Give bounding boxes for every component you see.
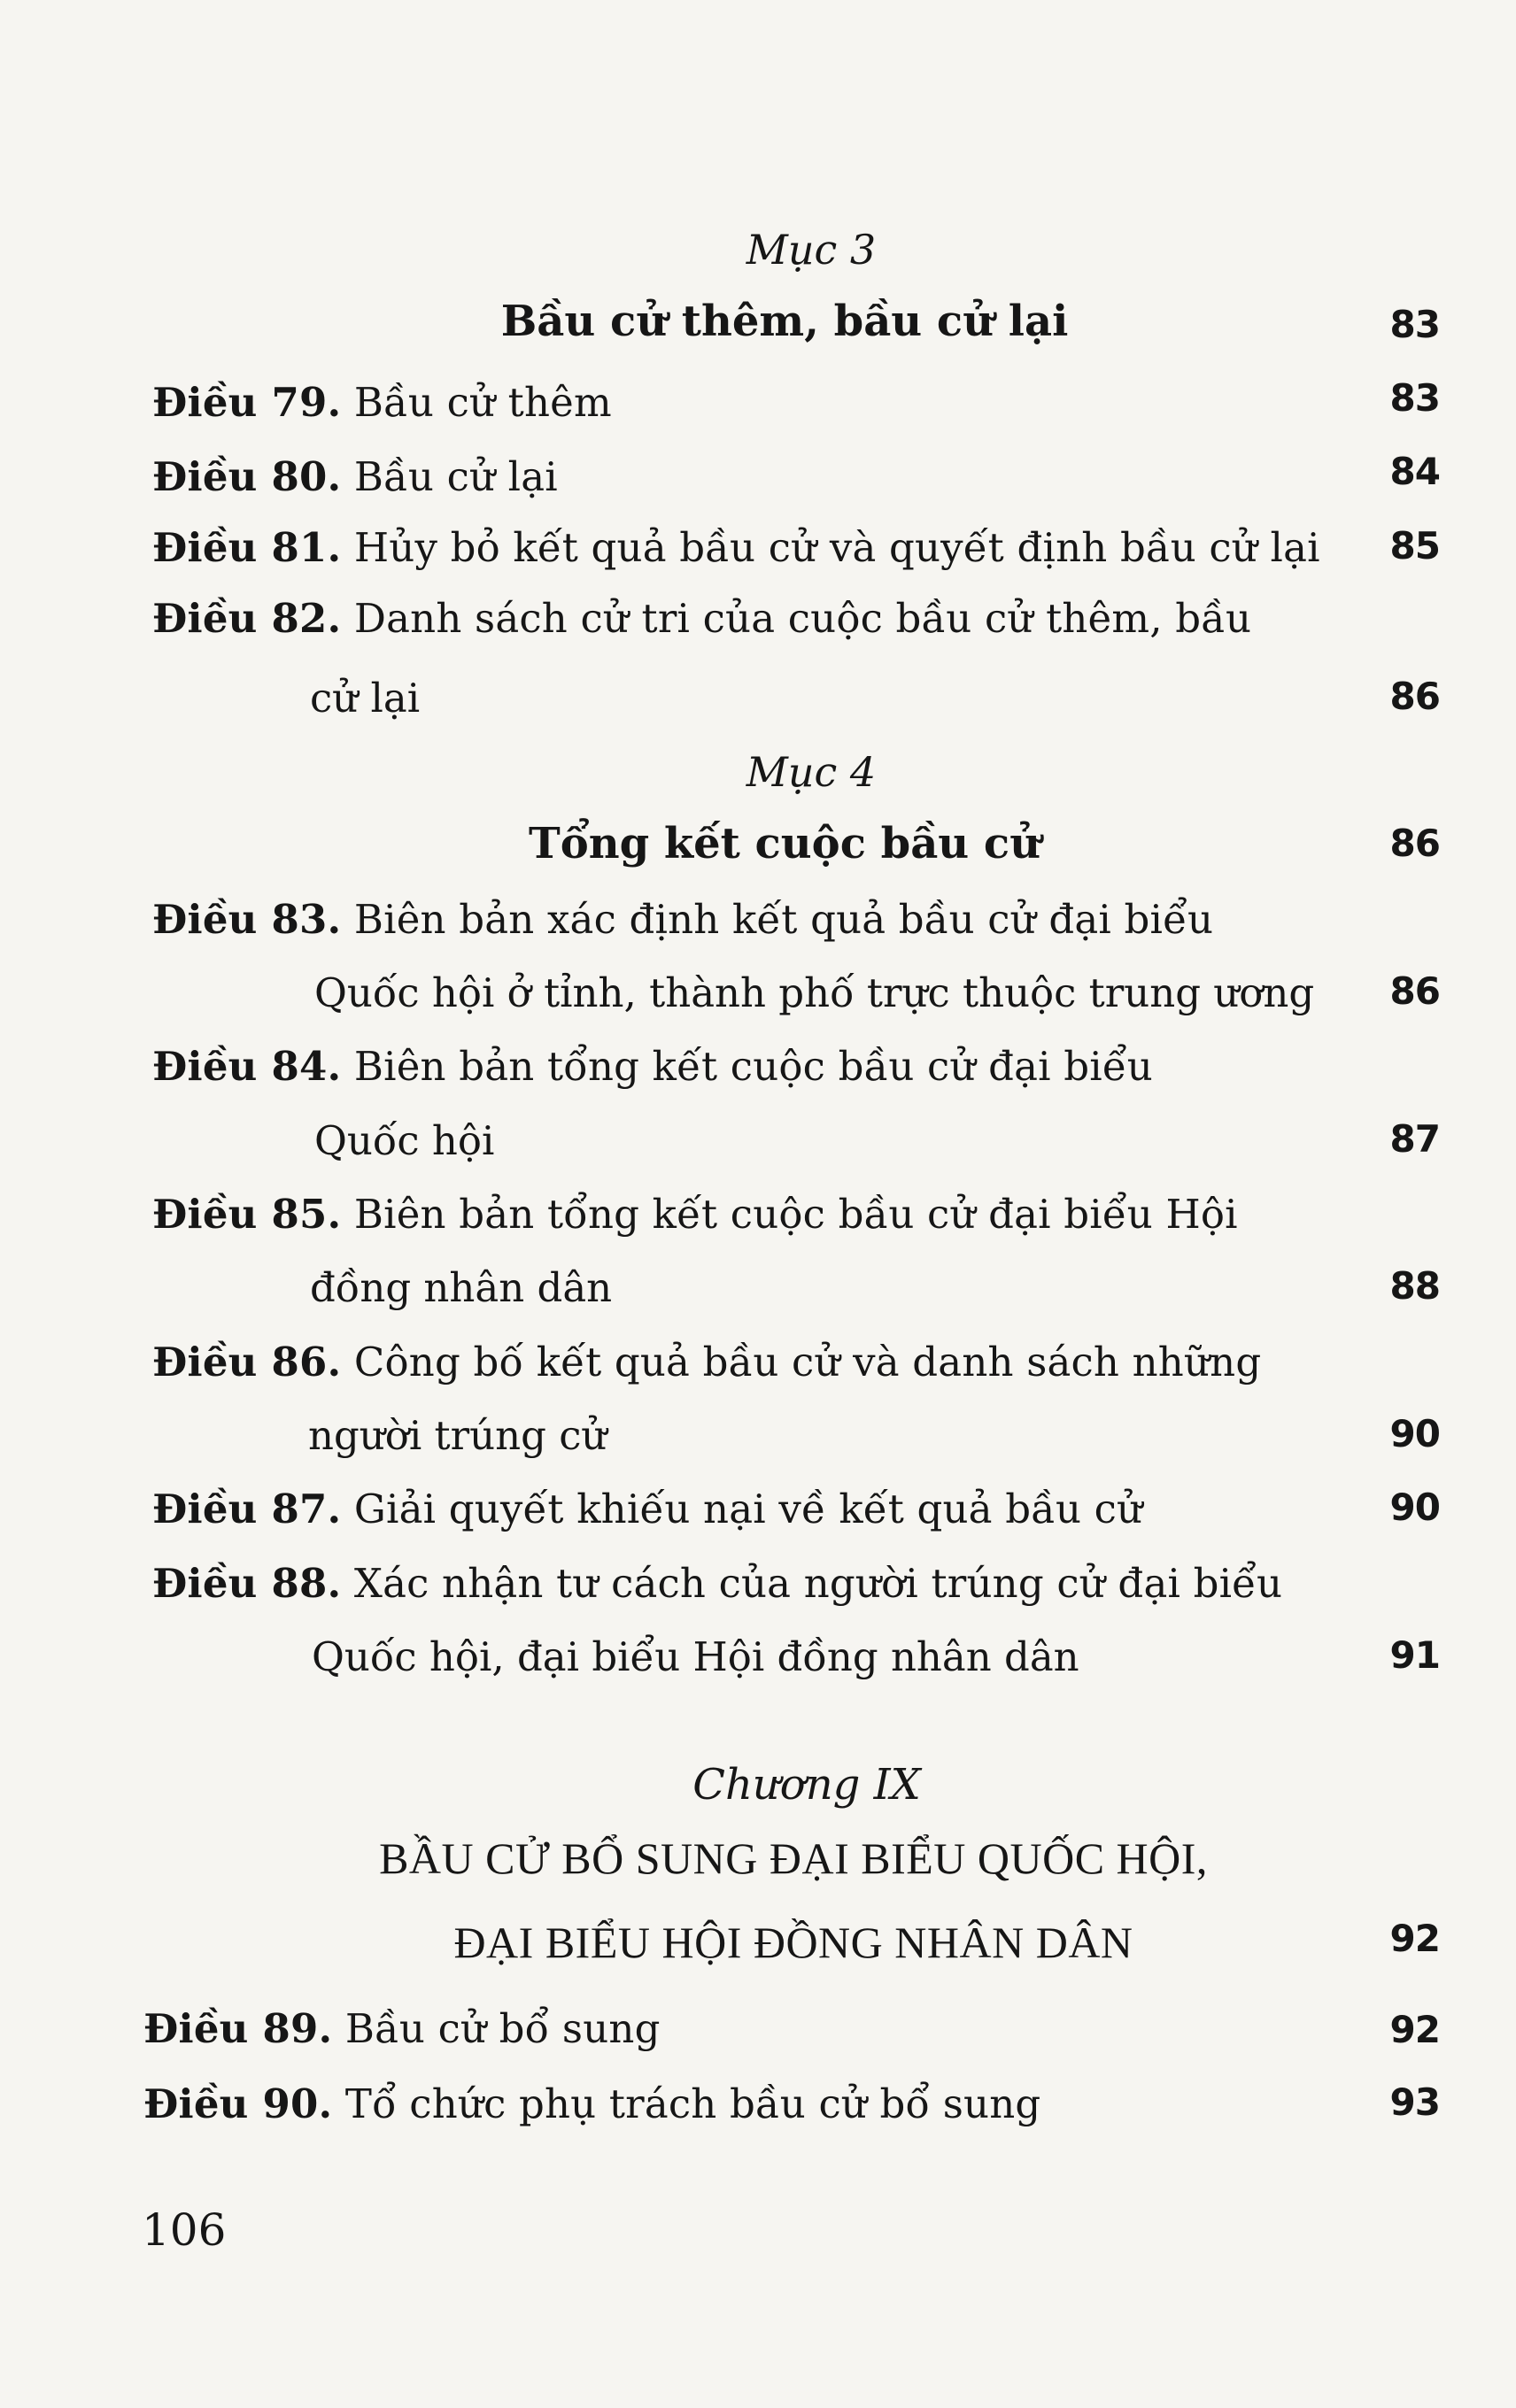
- toc-entry-dieu-82: [152, 595, 1251, 642]
- entry-label: Điều 86.: [152, 1339, 342, 1385]
- entry-continuation: cử lại: [310, 675, 421, 722]
- chapter-title-line-2: ĐẠI BIỂU HỘI ĐỒNG NHÂN DÂN: [453, 1918, 1133, 1967]
- section-title-bau-cu-them: Bầu cử thêm, bầu cử lại: [500, 297, 1069, 346]
- entry-page-number: 86: [1389, 675, 1440, 718]
- entry-label: Điều 79.: [152, 379, 342, 426]
- entry-page-number: 90: [1389, 1486, 1440, 1529]
- entry-page-number: 92: [1389, 2008, 1440, 2051]
- section-heading-muc-3: Mục 3: [746, 226, 877, 274]
- entry-label: Điều 80.: [152, 453, 342, 500]
- entry-page-number: 85: [1389, 524, 1440, 567]
- toc-entry-dieu-87: [152, 1486, 1142, 1532]
- entry-text: Biên bản tổng kết cuộc bầu cử đại biểu Hội: [353, 1191, 1238, 1238]
- toc-entry-dieu-90: [143, 2080, 1040, 2127]
- toc-entry-dieu-85: [152, 1191, 1238, 1238]
- entry-label: Điều 84.: [152, 1043, 342, 1090]
- entry-continuation: Quốc hội ở tỉnh, thành phố trực thuộc trung ương: [314, 969, 1315, 1016]
- entry-label: Điều 88.: [152, 1560, 342, 1607]
- entry-continuation: đồng nhân dân: [310, 1264, 613, 1311]
- toc-entry-dieu-86: [152, 1339, 1261, 1385]
- entry-page-number: 90: [1389, 1412, 1440, 1455]
- chapter-heading: Chương IX: [692, 1760, 921, 1810]
- entry-text: Xác nhận tư cách của người trúng cử đại biểu: [353, 1560, 1283, 1607]
- entry-text: Biên bản xác định kết quả bầu cử đại biểu: [353, 896, 1214, 943]
- entry-page-number: 91: [1389, 1633, 1440, 1677]
- entry-label: Điều 90.: [143, 2080, 333, 2127]
- section-heading-muc-4: Mục 4: [746, 748, 877, 796]
- entry-continuation: người trúng cử: [308, 1412, 607, 1459]
- section-page-number: 83: [1389, 303, 1440, 346]
- entry-label: Điều 81.: [152, 524, 342, 571]
- entry-label: Điều 89.: [143, 2005, 333, 2052]
- entry-text: Hủy bỏ kết quả bầu cử và quyết định bầu cử lại: [353, 524, 1320, 571]
- entry-page-number: 86: [1389, 969, 1440, 1013]
- toc-entry-dieu-89: [143, 2005, 661, 2052]
- entry-label: Điều 82.: [152, 595, 342, 642]
- entry-text: Danh sách cử tri của cuộc bầu cử thêm, bầu: [353, 595, 1252, 642]
- entry-page-number: 88: [1389, 1264, 1440, 1308]
- entry-text: Tổ chức phụ trách bầu cử bổ sung: [344, 2080, 1041, 2127]
- chapter-title-line-1: BẦU CỬ BỔ SUNG ĐẠI BIỂU QUỐC HỘI,: [379, 1833, 1208, 1883]
- toc-entry-dieu-80: [152, 453, 558, 500]
- entry-text: Công bố kết quả bầu cử và danh sách những: [353, 1339, 1262, 1385]
- entry-text: Giải quyết khiếu nại về kết quả bầu cử: [353, 1486, 1143, 1532]
- toc-entry-dieu-83: [152, 896, 1213, 943]
- entry-text: Bầu cử lại: [353, 453, 558, 500]
- entry-label: Điều 87.: [152, 1486, 342, 1532]
- toc-entry-dieu-79: [152, 379, 612, 426]
- entry-page-number: 93: [1389, 2080, 1440, 2124]
- footer-page-number: 106: [142, 2204, 227, 2256]
- entry-page-number: 83: [1389, 376, 1440, 420]
- section-title-tong-ket: Tổng kết cuộc bầu cử: [528, 819, 1041, 868]
- entry-label: Điều 85.: [152, 1191, 342, 1238]
- entry-label: Điều 83.: [152, 896, 342, 943]
- entry-continuation: Quốc hội: [314, 1117, 495, 1164]
- toc-entry-dieu-84: [152, 1043, 1153, 1090]
- entry-page-number: 84: [1389, 450, 1440, 493]
- entry-page-number: 87: [1389, 1117, 1440, 1161]
- section-page-number: 86: [1389, 822, 1440, 865]
- entry-text: Bầu cử thêm: [353, 379, 612, 426]
- entry-text: Bầu cử bổ sung: [344, 2005, 661, 2052]
- chapter-page-number: 92: [1389, 1917, 1440, 1960]
- entry-text: Biên bản tổng kết cuộc bầu cử đại biểu: [353, 1043, 1153, 1090]
- toc-entry-dieu-81: [152, 524, 1320, 571]
- toc-entry-dieu-88: [152, 1560, 1282, 1607]
- entry-continuation: Quốc hội, đại biểu Hội đồng nhân dân: [312, 1633, 1079, 1680]
